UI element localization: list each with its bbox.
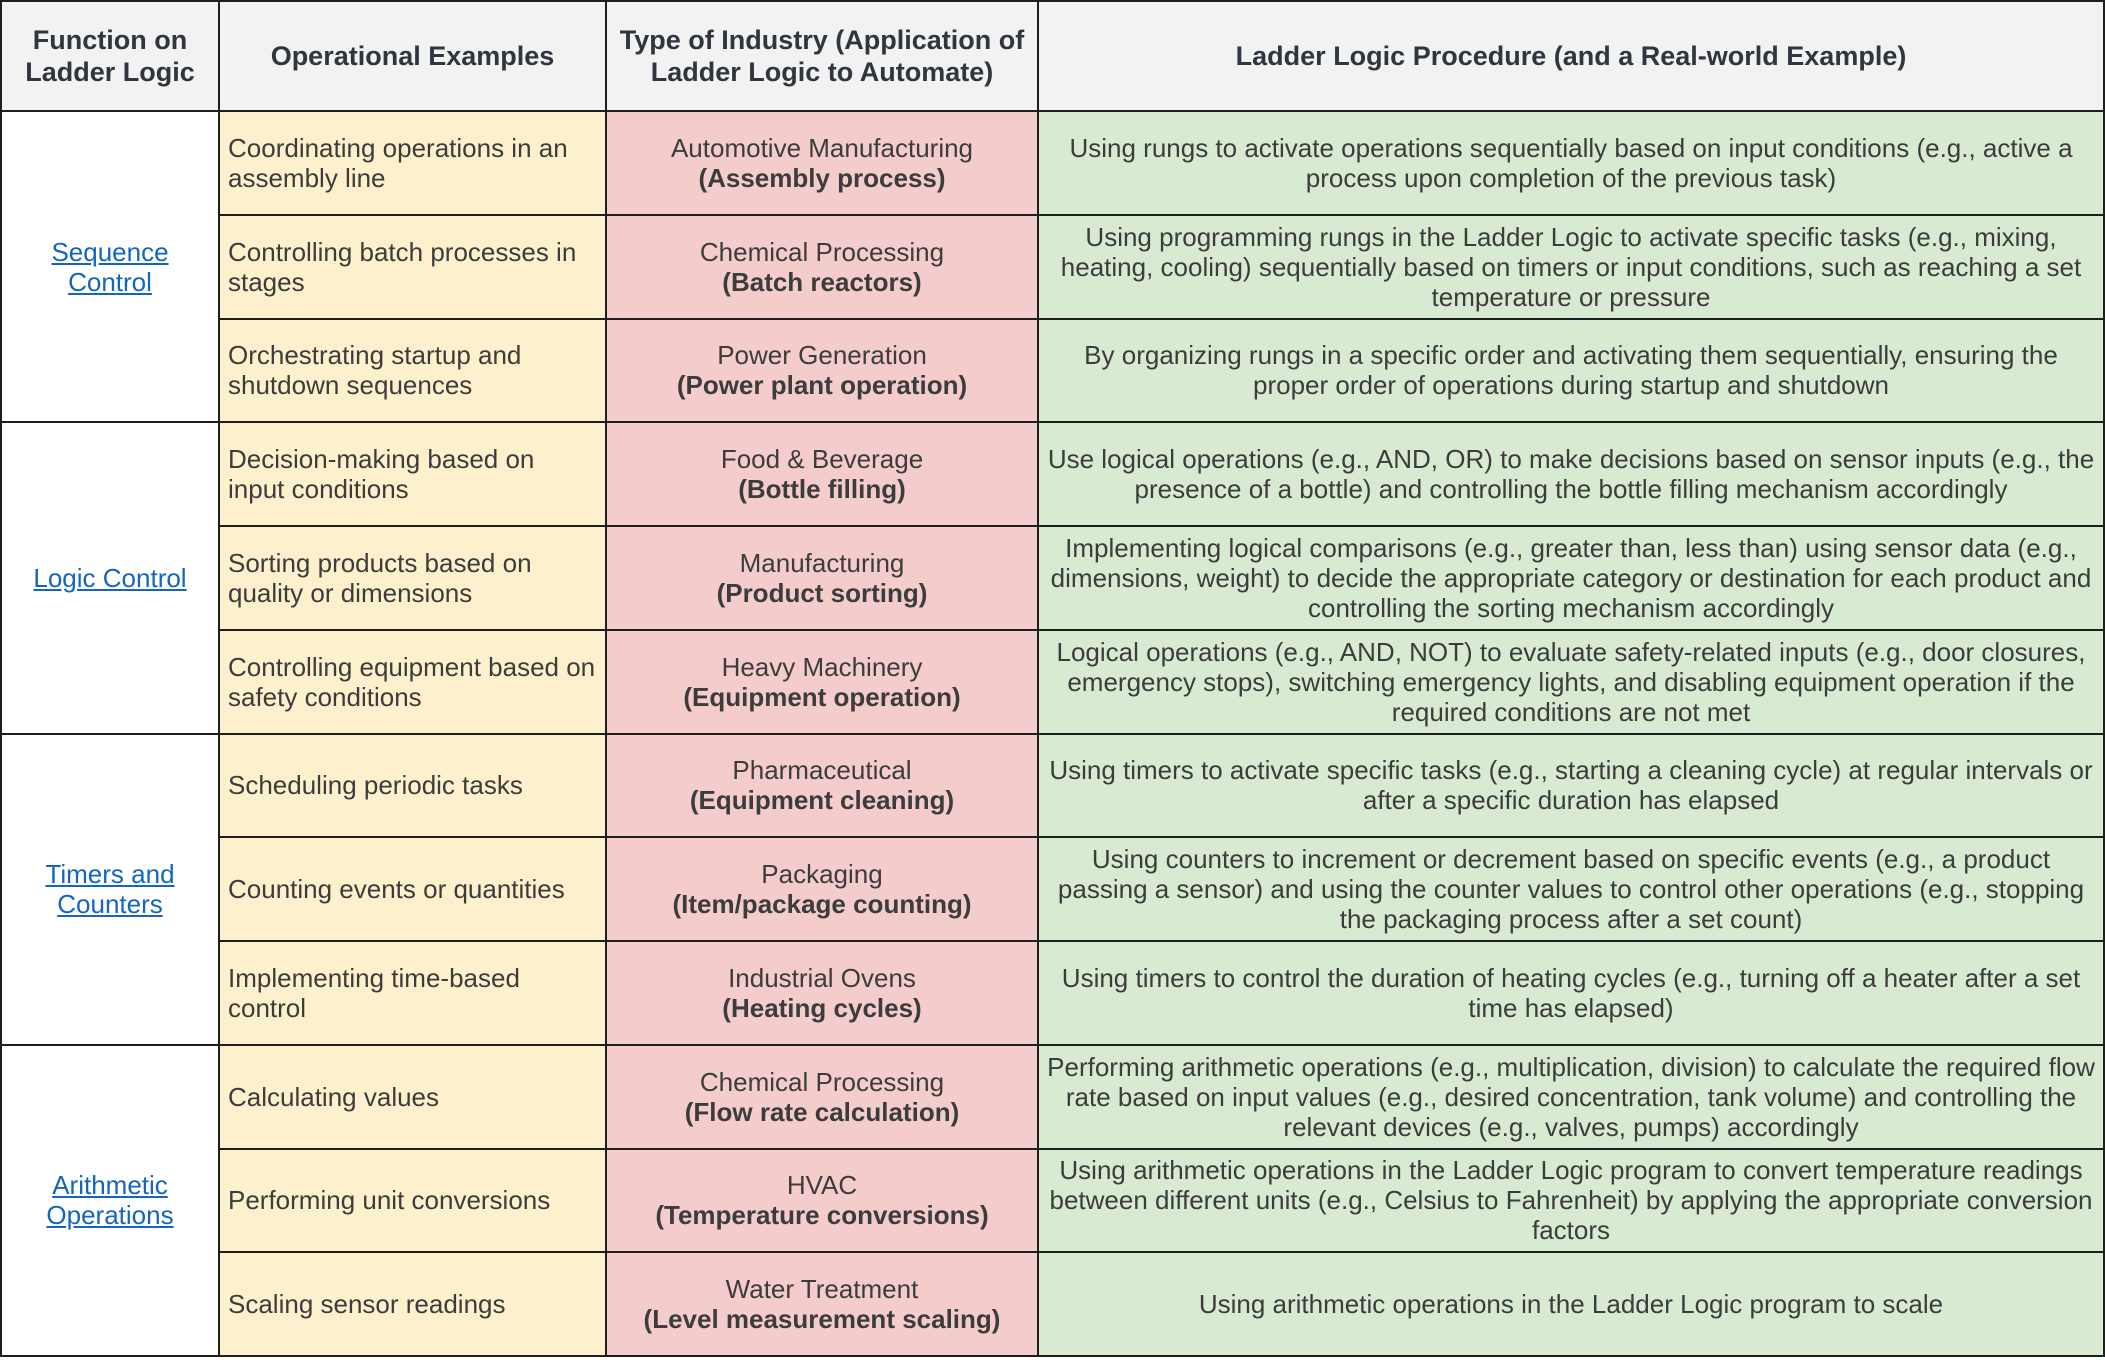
procedure-cell: Logical operations (e.g., AND, NOT) to evaluate safety-related inputs (e.g., door closures, emergency stops), switching emergency lights, and disabling equipment operation if the required conditions are not met [1038,630,2104,734]
industry-application: (Heating cycles) [722,992,922,1023]
operational-example-cell: Orchestrating startup and shutdown sequences [219,319,606,423]
industry-cell [606,941,1038,1045]
procedure-cell: Using arithmetic operations in the Ladder Logic program to convert temperature readings between different units (e.g., Celsius to Fahrenheit) by applying the appropriate conversion factors [1038,1149,2104,1253]
function-cell [1,422,219,733]
industry-name: Automotive Manufacturing [670,132,974,163]
header-examples: Operational Examples [219,1,606,111]
table-row [1,111,2104,215]
function-cell [1,111,219,422]
operational-example-cell: Sorting products based on quality or dimensions [219,526,606,630]
table-row [1,215,2104,319]
industry-name: Chemical Processing [699,236,945,267]
industry-name: Heavy Machinery [721,651,923,682]
table-row [1,630,2104,734]
industry-name: Packaging [761,859,883,890]
table-row [1,526,2104,630]
table-row [1,1045,2104,1149]
industry-cell [606,1045,1038,1149]
industry-name: Food & Beverage [720,444,924,475]
industry-cell [606,422,1038,526]
table-row [1,837,2104,941]
industry-cell [606,734,1038,838]
industry-name: Industrial Ovens [728,962,916,993]
header-industry: Type of Industry (Application of Ladder Logic to Automate) [606,1,1038,111]
industry-application: (Equipment operation) [683,681,961,712]
industry-cell [606,1252,1038,1356]
industry-cell [606,630,1038,734]
operational-example-cell: Controlling batch processes in stages [219,215,606,319]
industry-name: Manufacturing [739,547,905,578]
industry-application: (Flow rate calculation) [684,1096,960,1127]
operational-example-cell: Controlling equipment based on safety conditions [219,630,606,734]
operational-example-cell: Scaling sensor readings [219,1252,606,1356]
industry-application: (Temperature conversions) [655,1200,989,1231]
header-row [1,1,2104,111]
procedure-cell: Using arithmetic operations in the Ladder Logic program to scale [1038,1252,2104,1356]
operational-example-cell: Implementing time-based control [219,941,606,1045]
table-row [1,1252,2104,1356]
industry-application: (Item/package counting) [672,889,972,920]
industry-application: (Equipment cleaning) [689,785,955,816]
industry-name: HVAC [786,1170,858,1201]
function-link[interactable]: Sequence Control [51,236,169,297]
procedure-cell: Using timers to control the duration of heating cycles (e.g., turning off a heater after a set time has elapsed) [1038,941,2104,1045]
procedure-cell: Using rungs to activate operations sequentially based on input conditions (e.g., active a process upon completion of the previous task) [1038,111,2104,215]
procedure-cell: Use logical operations (e.g., AND, OR) to make decisions based on sensor inputs (e.g., the presence of a bottle) and controlling the bottle filling mechanism accordingly [1038,422,2104,526]
operational-example-cell: Decision-making based on input conditions [219,422,606,526]
industry-name: Chemical Processing [699,1066,945,1097]
table-row [1,422,2104,526]
industry-cell [606,526,1038,630]
operational-example-cell: Coordinating operations in an assembly line [219,111,606,215]
industry-cell [606,1149,1038,1253]
header-procedure: Ladder Logic Procedure (and a Real-world Example) [1038,1,2104,111]
industry-cell [606,215,1038,319]
table-row [1,1149,2104,1253]
industry-application: (Assembly process) [698,162,946,193]
industry-cell [606,837,1038,941]
industry-name: Power Generation [717,340,927,371]
operational-example-cell: Counting events or quantities [219,837,606,941]
industry-application: (Bottle filling) [738,474,906,505]
function-link[interactable]: Logic Control [33,562,187,593]
header-function: Function on Ladder Logic [1,1,219,111]
operational-example-cell: Scheduling periodic tasks [219,734,606,838]
industry-application: (Batch reactors) [722,266,922,297]
function-cell [1,1045,219,1356]
operational-example-cell: Performing unit conversions [219,1149,606,1253]
procedure-cell: Using timers to activate specific tasks (e.g., starting a cleaning cycle) at regular intervals or after a specific duration has elapsed [1038,734,2104,838]
table-body [1,111,2104,1356]
procedure-cell: Using programming rungs in the Ladder Logic to activate specific tasks (e.g., mixing, heating, cooling) sequentially based on timers or input conditions, such as reaching a set temperature or pressure [1038,215,2104,319]
table-row [1,734,2104,838]
procedure-cell: Using counters to increment or decrement based on specific events (e.g., a product passing a sensor) and using the counter values to control other operations (e.g., stopping the packaging process after a set count) [1038,837,2104,941]
function-cell [1,734,219,1045]
industry-name: Pharmaceutical [732,755,912,786]
industry-application: (Level measurement scaling) [643,1304,1001,1335]
procedure-cell: Implementing logical comparisons (e.g., greater than, less than) using sensor data (e.g., dimensions, weight) to decide the appropriate category or destination for each product and controlling the sorting mechanism accordingly [1038,526,2104,630]
industry-application: (Power plant operation) [676,370,968,401]
operational-example-cell: Calculating values [219,1045,606,1149]
procedure-cell: By organizing rungs in a specific order and activating them sequentially, ensuring the proper order of operations during startup and shutdown [1038,319,2104,423]
function-link[interactable]: Timers and Counters [45,859,175,920]
industry-name: Water Treatment [725,1274,919,1305]
procedure-cell: Performing arithmetic operations (e.g., multiplication, division) to calculate the required flow rate based on input values (e.g., desired concentration, tank volume) and controlling the relevant devices (e.g., valves, pumps) accordingly [1038,1045,2104,1149]
table-row [1,941,2104,1045]
industry-cell [606,111,1038,215]
function-link[interactable]: Arithmetic Operations [46,1170,174,1231]
industry-cell [606,319,1038,423]
table-row [1,319,2104,423]
industry-application: (Product sorting) [716,577,928,608]
